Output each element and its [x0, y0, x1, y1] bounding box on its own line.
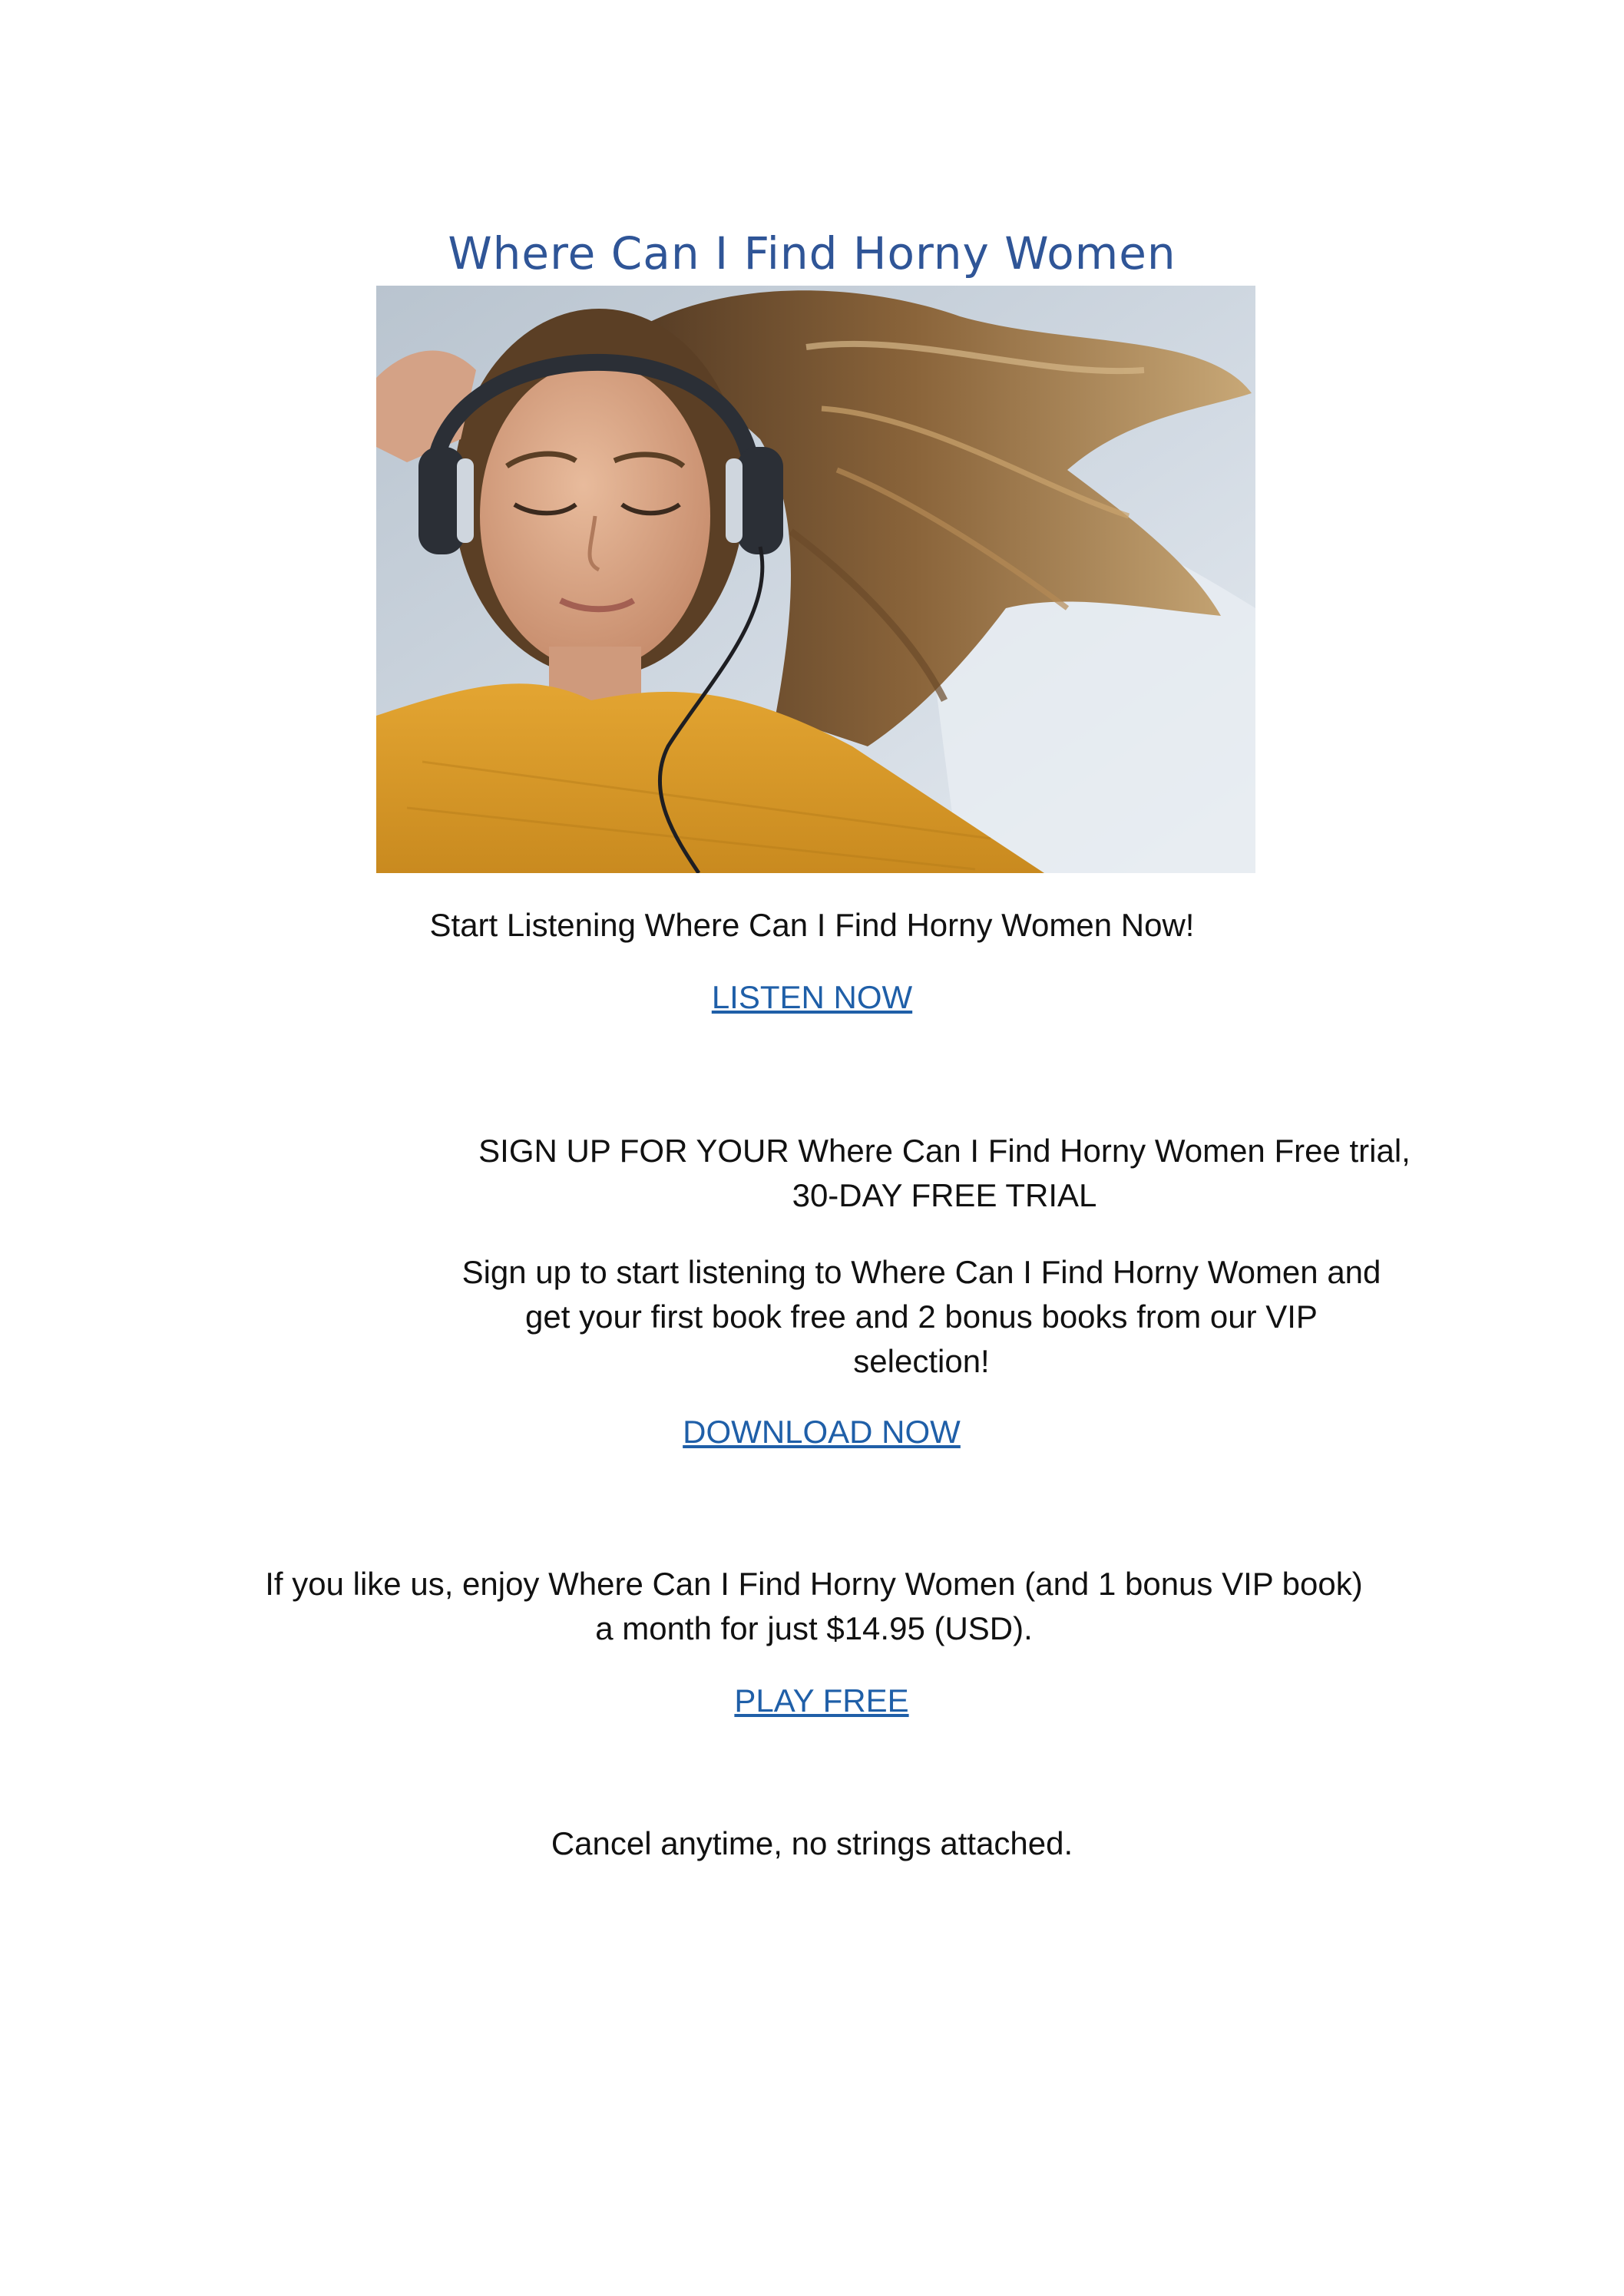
listen-now-link[interactable]: LISTEN NOW	[711, 979, 913, 1015]
signup-body-line-3: selection!	[853, 1343, 990, 1379]
download-now-link[interactable]: DOWNLOAD NOW	[683, 1414, 961, 1450]
signup-body-line-1: Sign up to start listening to Where Can I Find Horny Women and	[461, 1254, 1381, 1290]
signup-body	[415, 1250, 1428, 1384]
signup-heading	[415, 1129, 1474, 1218]
offer-line-1: If you like us, enjoy Where Can I Find Horny Women (and 1 bonus VIP book)	[265, 1566, 1363, 1602]
cancel-anytime-text: Cancel anytime, no strings attached.	[551, 1825, 1073, 1861]
signup-line-2: 30-DAY FREE TRIAL	[792, 1177, 1097, 1213]
offer-line-2: a month for just $14.95 (USD).	[595, 1610, 1033, 1646]
play-free-link[interactable]: PLAY FREE	[734, 1682, 909, 1719]
hero-image	[376, 286, 1255, 873]
signup-body-line-2: get your first book free and 2 bonus books from our VIP	[525, 1299, 1318, 1335]
start-listening-text: Start Listening Where Can I Find Horny Women Now!	[429, 907, 1195, 943]
signup-line-1: SIGN UP FOR YOUR Where Can I Find Horny Women Free trial,	[478, 1133, 1411, 1169]
page-title: Where Can I Find Horny Women	[448, 227, 1176, 280]
woman-with-headphones-photo-icon	[376, 286, 1255, 873]
offer-text	[177, 1562, 1451, 1651]
